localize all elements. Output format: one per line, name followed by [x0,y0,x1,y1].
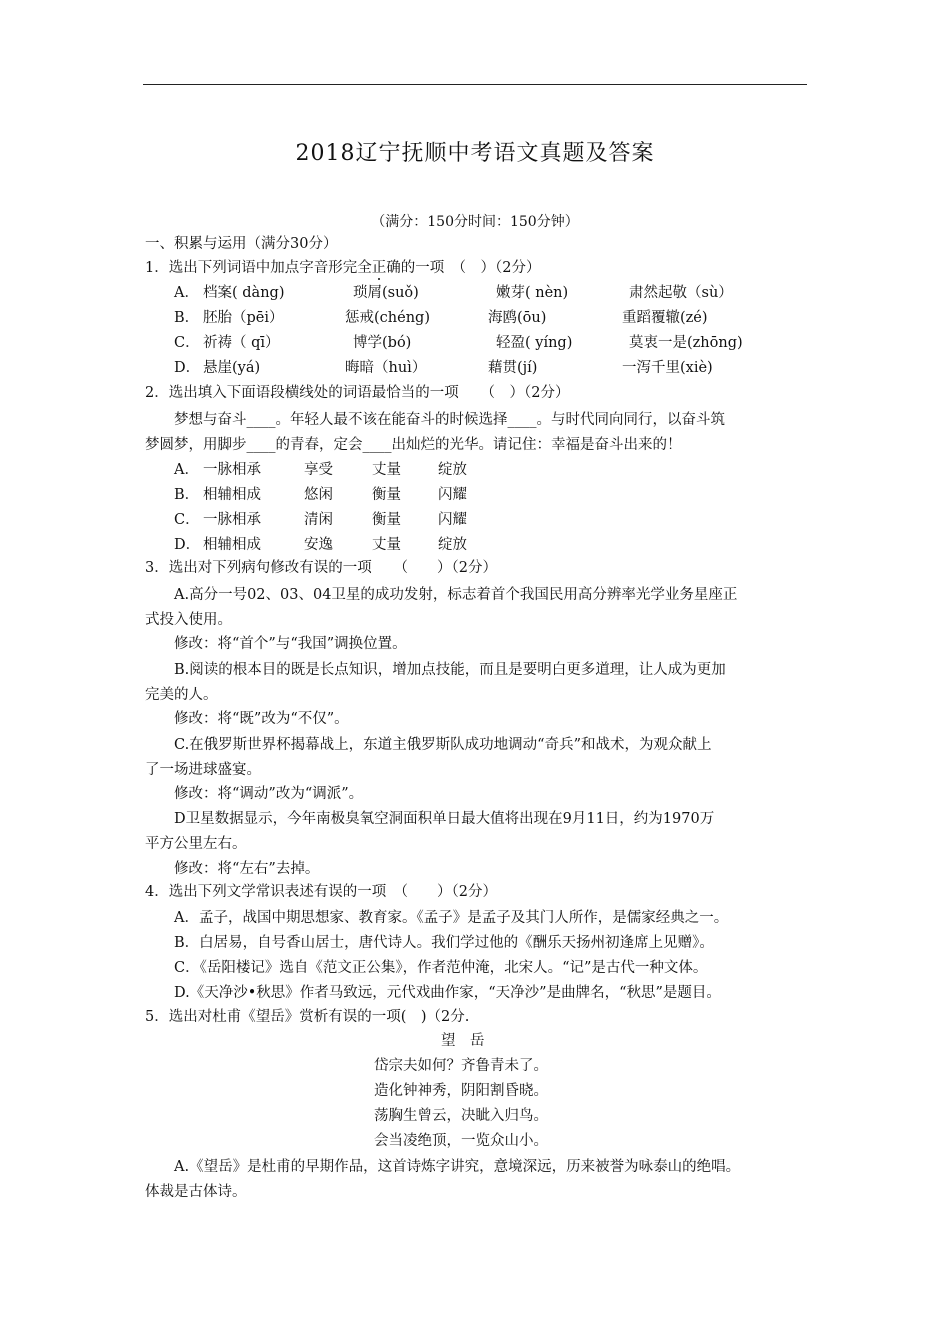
question-3-option-a-line-1: A.高分一号02、03、04卫星的成功发射，标志着首个我国民用高分辨率光学业务星座正 [174,587,738,603]
poem-line-3: 荡胸生曾云，决眦入归鸟。 [374,1108,548,1124]
question-2-stem: 2．选出填入下面语段横线处的词语最恰当的一项 （ ）（2分） [145,385,570,401]
question-3-option-c-line-2: 了一场进球盛宴。 [145,762,261,778]
question-4-option-c: C．《岳阳楼记》选自《范文正公集》，作者范仲淹，北宋人。“记”是古代一种文体。 [174,960,708,976]
question-4-option-a: A．孟子，战国中期思想家、教育家。《孟子》是孟子及其门人所作，是儒家经典之一。 [174,910,729,926]
section-heading: 一、积累与运用（满分30分） [145,236,338,252]
question-3-option-a-line-2: 式投入使用。 [145,612,232,628]
question-5-stem: 5．选出对杜甫《望岳》赏析有误的一项( )（2分. [145,1009,470,1025]
question-3-option-b-line-1: B.阅读的根本目的既是长点知识，增加点技能，而且是要明白更多道理，让人成为更加 [174,662,726,678]
question-3-option-b-line-2: 完美的人。 [145,687,218,703]
question-3-option-d-line-1: D卫星数据显示，今年南极臭氧空洞面积单日最大值将出现在9月11日，约为1970万 [174,811,715,827]
question-3-option-d-line-2: 平方公里左右。 [145,836,247,852]
question-3-option-d-fix: 修改：将“左右”去掉。 [174,861,320,877]
question-1-stem: 1．选出下列词语中加点字音形完全正确的一项 （ ）（2分） [145,260,541,276]
question-4-option-b: B．白居易，自号香山居士，唐代诗人。我们学过他的《酬乐天扬州初逢席上见赠》。 [174,935,714,951]
question-5-option-a-line-2: 体裁是古体诗。 [145,1184,247,1200]
header-rule [143,84,807,85]
question-2-passage-line-1: 梦想与奋斗____。年轻人最不该在能奋斗的时候选择____。与时代同向同行，以奋斗筑 [174,412,725,428]
poem-line-1: 岱宗夫如何？齐鲁青未了。 [374,1058,548,1074]
question-2-passage-line-2: 梦圆梦，用脚步____的青春，定会____出灿烂的光华。请记住：幸福是奋斗出来的！ [145,437,682,453]
question-3-stem: 3．选出对下列病句修改有误的一项 （ ）（2分） [145,560,497,576]
question-3-option-b-fix: 修改：将“既”改为“不仅”。 [174,711,349,727]
question-5-option-a-line-1: A.《望岳》是杜甫的早期作品，这首诗炼字讲究，意境深远，历来被誉为咏泰山的绝唱。 [174,1159,741,1175]
score-time-note: （满分：150分时间：150分钟） [371,214,579,230]
question-3-option-c-fix: 修改：将“调动”改为“调派”。 [174,786,364,802]
question-4-option-d: D.《天净沙•秋思》作者马致远，元代戏曲作家，“天净沙”是曲牌名，“秋思”是题目。 [174,985,721,1001]
question-4-stem: 4．选出下列文学常识表述有误的一项 （ ）（2分） [145,884,497,900]
poem-line-4: 会当凌绝顶，一览众山小。 [374,1133,548,1149]
poem-title: 望 岳 [441,1033,485,1049]
page-title: 2018辽宁抚顺中考语文真题及答案 [295,141,655,166]
question-3-option-c-line-1: C.在俄罗斯世界杯揭幕战上，东道主俄罗斯队成功地调动“奇兵”和战术，为观众献上 [174,737,712,753]
poem-line-2: 造化钟神秀，阴阳割昏晓。 [374,1083,548,1099]
question-3-option-a-fix: 修改：将“首个”与“我国”调换位置。 [174,636,407,652]
